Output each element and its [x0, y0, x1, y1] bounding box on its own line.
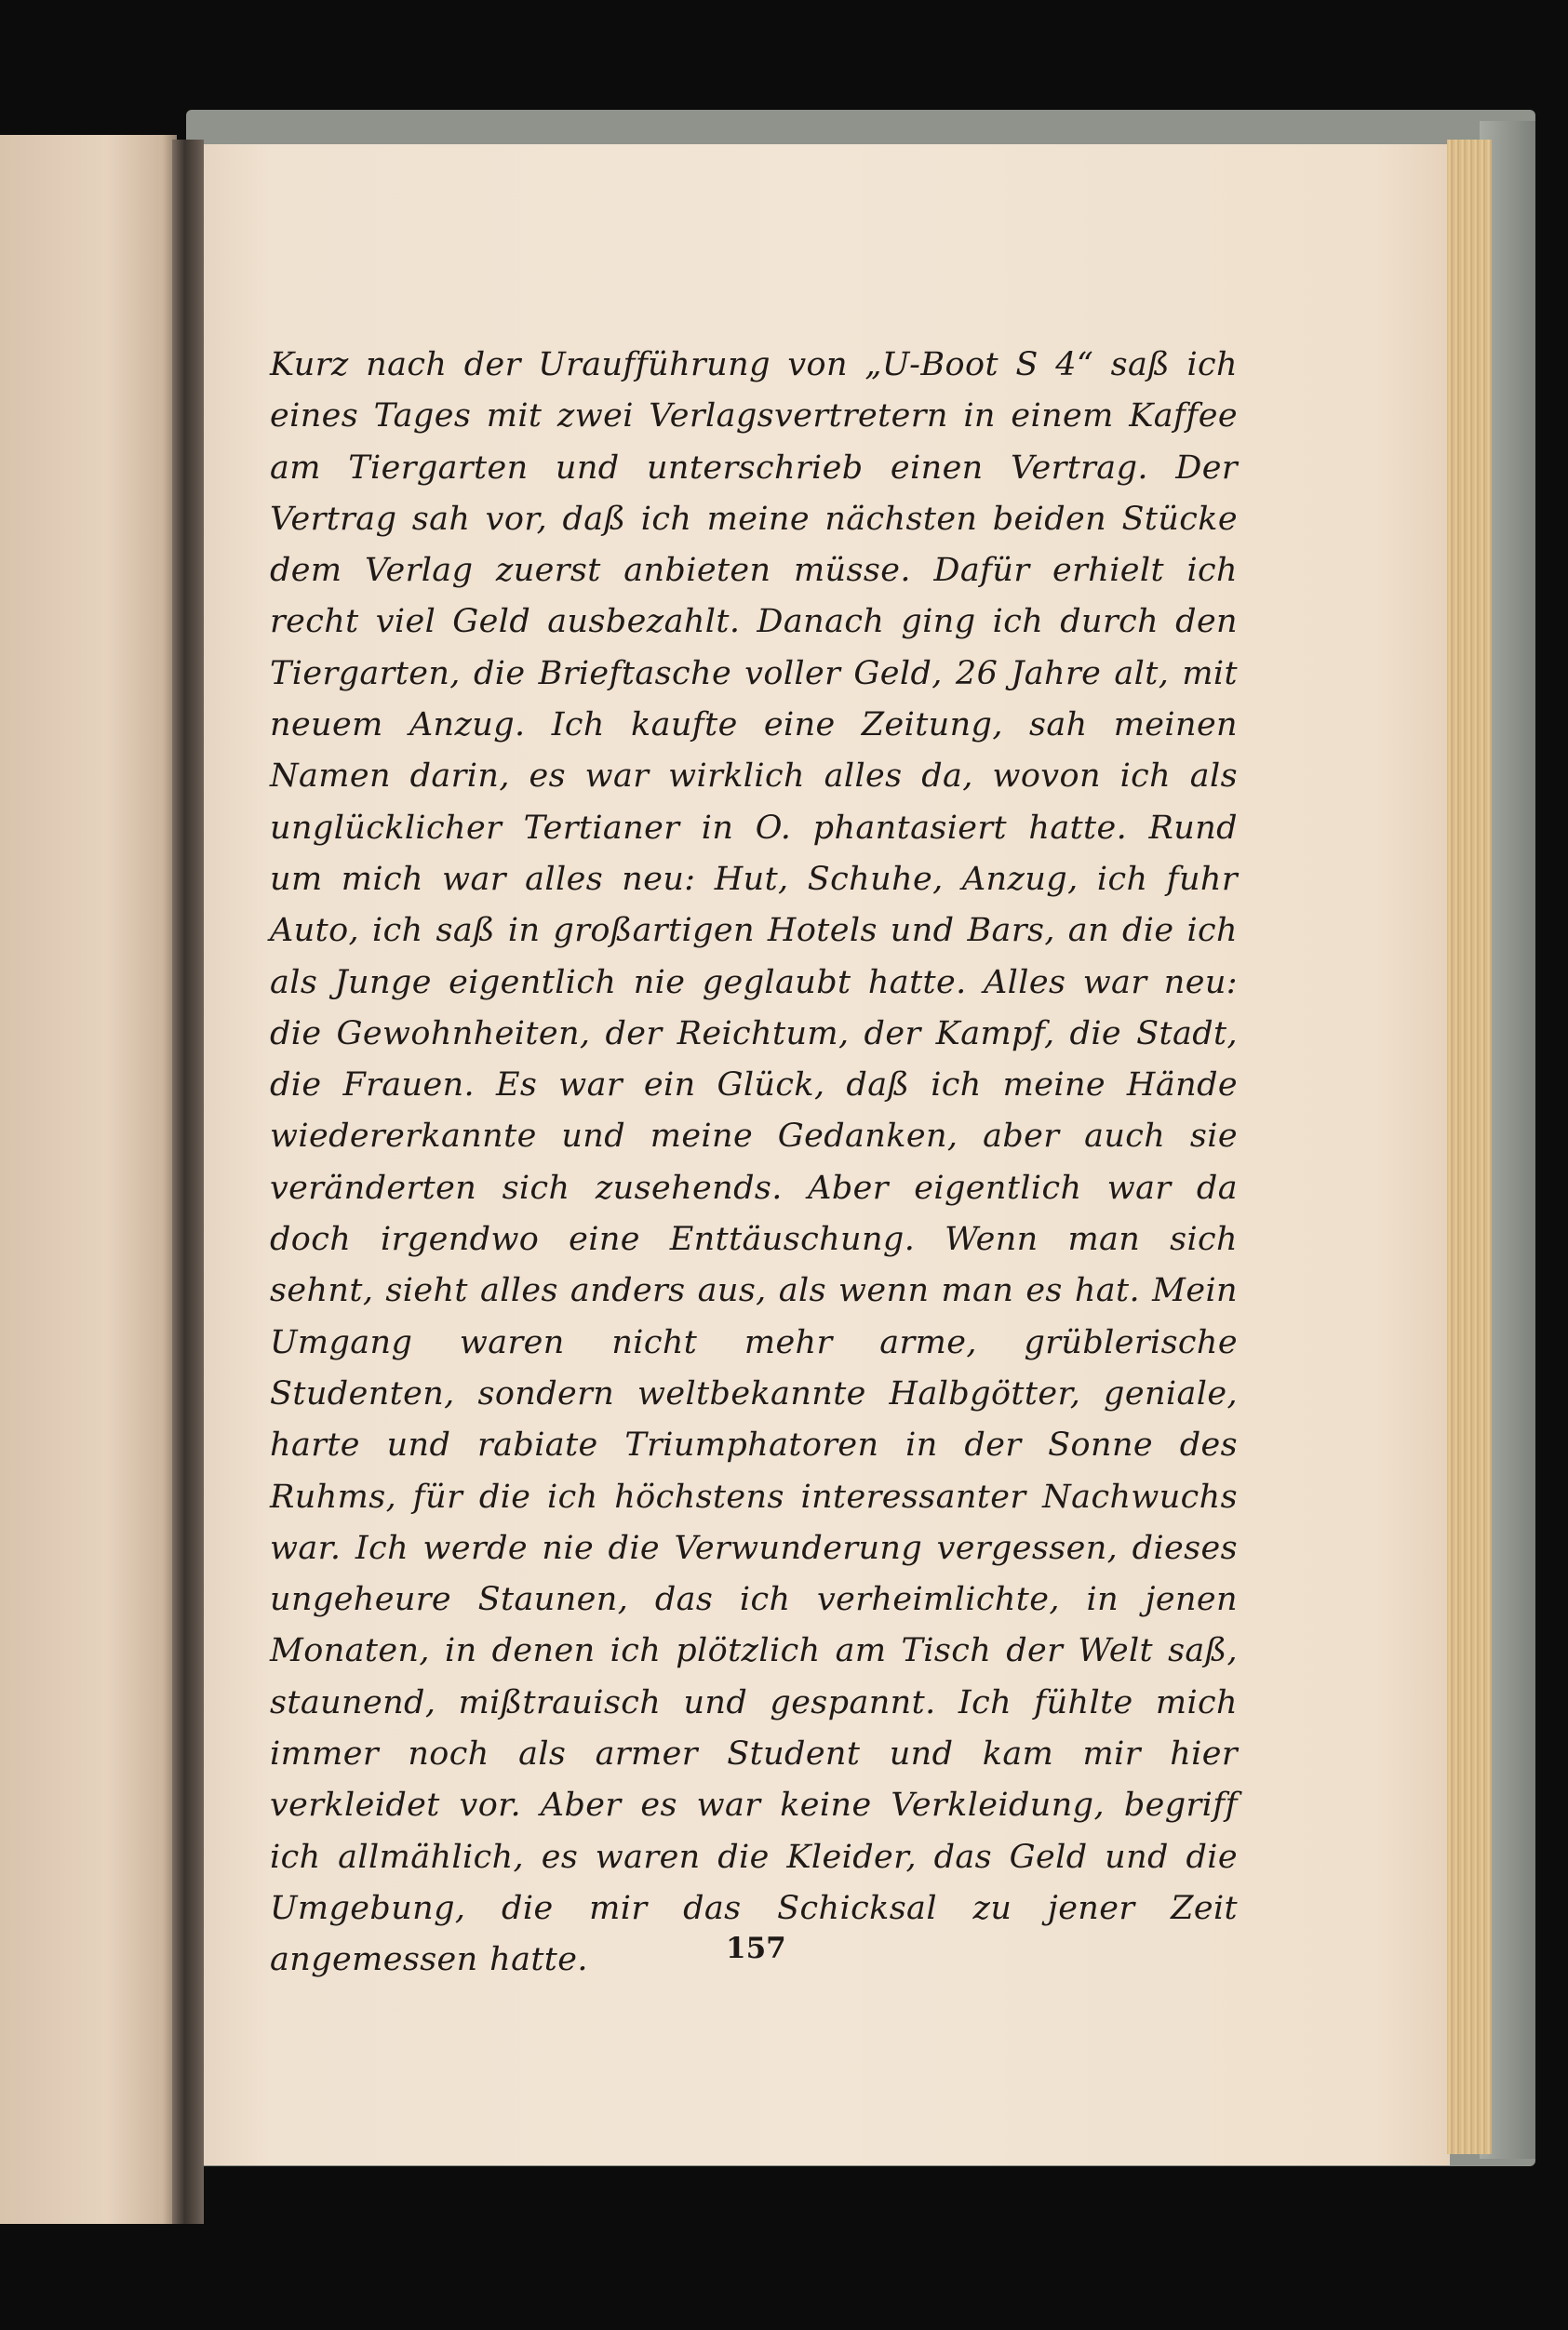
page-body-text: Kurz nach der Uraufführung von „U-Boot S 4“ saß ich eines Tages mit zwei Verlagsvertretern in einem Kaffee am Tiergarten und unterschrieb einen Vertrag. Der Vertrag sah vor, daß ich meine nächsten beiden Stücke dem Verlag zuerst anbieten müsse. Dafür erhielt ich recht viel Geld ausbezahlt. Danach ging ich durch den Tiergarten, die Brieftasche voller Geld, 26 Jahre alt, mit neuem Anzug. Ich kaufte eine Zeitung, sah meinen Namen darin, es war wirklich alles da, wovon ich als unglücklicher Tertianer in O. phantasiert hatte. Rund um mich war alles neu: Hut, Schuhe, Anzug, ich fuhr Auto, ich saß in großartigen Hotels und Bars, an die ich als Junge eigentlich nie geglaubt hatte. Alles war neu: die Gewohnheiten, der Reichtum, der Kampf, die Stadt, die Frauen. Es war ein Glück, daß ich meine Hände wiedererkannte und meine Gedanken, aber auch sie veränderten sich zusehends. Aber eigentlich war da doch irgendwo eine Enttäuschung. Wenn man sich sehnt, sieht alles anders aus, als wenn man es hat. Mein Umgang waren nicht mehr arme, grüblerische Studenten, sondern weltbekannte Halbgötter, geniale, harte und rabiate Triumphatoren in der Sonne des Ruhms, für die ich höchstens interessanter Nachwuchs war. Ich werde nie die Verwunderung vergessen, dieses ungeheure Staunen, das ich verheimlichte, in jenen Monaten, in denen ich plötzlich am Tisch der Welt saß, staunend, mißtrauisch und gespannt. Ich fühlte mich immer noch als armer Student und kam mir hier verkleidet vor. Aber es war keine Verkleidung, begriff ich allmählich, es waren die Kleider, das Geld und die Umgebung, die mir das Schicksal zu jener Zeit angemessen hatte. [270, 346, 1238, 1979]
book-gutter [172, 140, 204, 2224]
page-edge-stack [1447, 140, 1492, 2154]
left-facing-page [0, 135, 177, 2224]
page-number: 157 [726, 1932, 786, 1965]
